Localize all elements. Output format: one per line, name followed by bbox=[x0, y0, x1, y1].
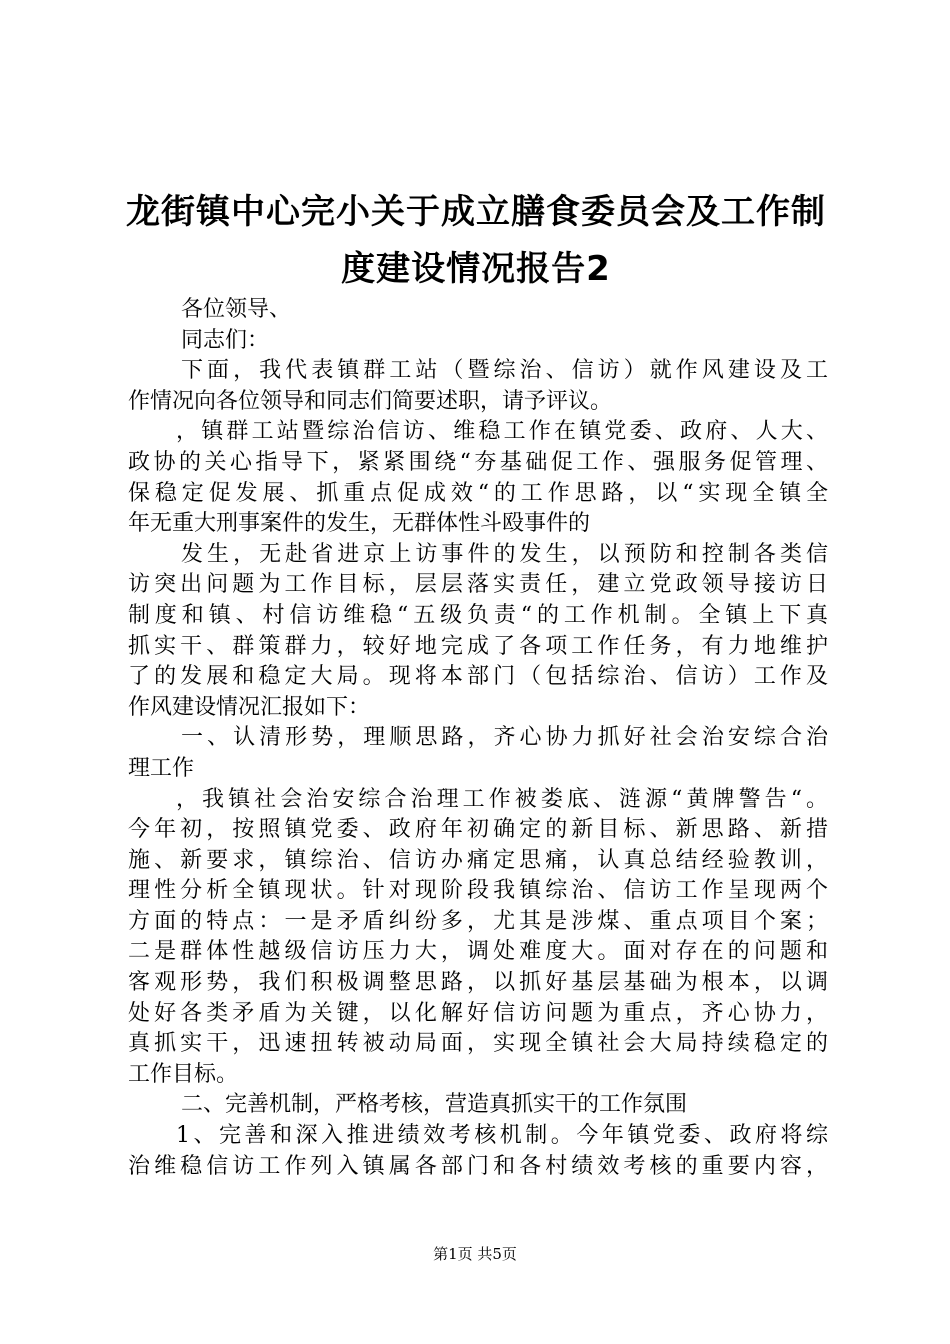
body-line: 处好各类矛盾为关键，以化解好信访问题为重点，齐心协力， bbox=[128, 1000, 828, 1026]
body-line: 施、新要求，镇综治、信访办痛定思痛，认真总结经验教训， bbox=[128, 847, 828, 873]
body-line: 年无重大刑事案件的发生，无群体性斗殴事件的 bbox=[128, 511, 591, 537]
body-line: 作风建设情况汇报如下： bbox=[128, 694, 371, 720]
body-line: 制度和镇、村信访维稳“五级负责“的工作机制。全镇上下真 bbox=[128, 602, 828, 628]
body-line: 理性分析全镇现状。针对现阶段我镇综治、信访工作呈现两个 bbox=[128, 878, 828, 904]
body-line: 了的发展和稳定大局。现将本部门（包括综治、信访）工作及 bbox=[128, 664, 828, 690]
body-line: 访突出问题为工作目标，层层落实责任，建立党政领导接访日 bbox=[128, 572, 828, 598]
body-line: 真抓实干，迅速扭转被动局面，实现全镇社会大局持续稳定的 bbox=[128, 1031, 828, 1057]
body-line: 下面，我代表镇群工站（暨综治、信访）就作风建设及工 bbox=[181, 358, 828, 384]
body-line: 各位领导、 bbox=[181, 297, 292, 322]
body-line: 政协的关心指导下，紧紧围绕“夯基础促工作、强服务促管理、 bbox=[128, 449, 828, 475]
page-footer: 第1页 共5页 bbox=[433, 1245, 517, 1263]
body-line: 保稳定促发展、抓重点促成效“的工作思路，以“实现全镇全 bbox=[128, 480, 828, 506]
body-line: 治维稳信访工作列入镇属各部门和各村绩效考核的重要内容， bbox=[128, 1153, 828, 1179]
body-line: 发生，无赴省进京上访事件的发生，以预防和控制各类信 bbox=[181, 541, 828, 567]
body-line: 抓实干、群策群力，较好地完成了各项工作任务，有力地维护 bbox=[128, 633, 828, 659]
body-line: ，镇群工站暨综治信访、维稳工作在镇党委、政府、人大、 bbox=[176, 419, 828, 445]
body-line: 方面的特点：一是矛盾纠纷多，尤其是涉煤、重点项目个案； bbox=[128, 908, 828, 934]
body-line: ，我镇社会治安综合治理工作被娄底、涟源“黄牌警告“。 bbox=[176, 786, 828, 812]
body-line: 1、完善和深入推进绩效考核机制。今年镇党委、政府将综 bbox=[176, 1123, 828, 1149]
body-line: 今年初，按照镇党委、政府年初确定的新目标、新思路、新措 bbox=[128, 817, 828, 843]
body-line: 客观形势，我们积极调整思路，以抓好基层基础为根本，以调 bbox=[128, 970, 828, 996]
body-line: 理工作 bbox=[128, 755, 195, 781]
document-body bbox=[128, 295, 828, 1182]
body-line: 二、完善机制，严格考核，营造真抓实干的工作氛围 bbox=[181, 1092, 688, 1118]
body-line: 一、认清形势，理顺思路，齐心协力抓好社会治安综合治 bbox=[181, 725, 828, 751]
document-title-line-2: 度建设情况报告2 bbox=[341, 249, 611, 289]
body-line: 作情况向各位领导和同志们简要述职，请予评议。 bbox=[128, 388, 613, 414]
body-line: 同志们： bbox=[181, 327, 270, 353]
document-title-line-1: 龙街镇中心完小关于成立膳食委员会及工作制 bbox=[126, 192, 826, 232]
body-line: 工作目标。 bbox=[128, 1061, 239, 1087]
body-line: 二是群体性越级信访压力大，调处难度大。面对存在的问题和 bbox=[128, 939, 828, 965]
